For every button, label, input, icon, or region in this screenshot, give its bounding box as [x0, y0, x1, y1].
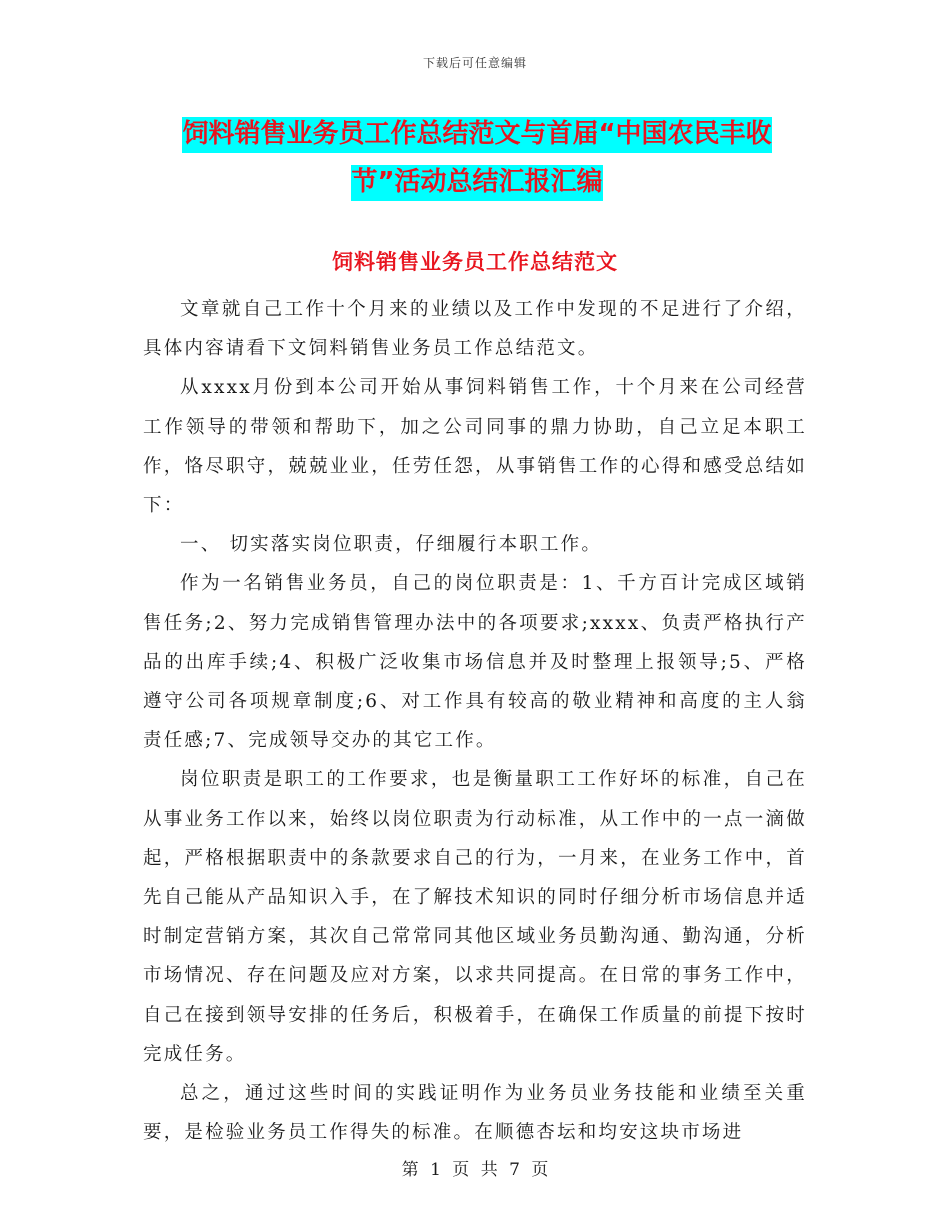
paragraph: 岗位职责是职工的工作要求，也是衡量职工工作好坏的标准，自己在从事业务工作以来，始终以岗位职责为行动标准，从工作中的一点一滴做起，严格根据职责中的条款要求自己的行为，一月来，在业务工作中，首先自己能从产品知识入手，在了解技术知识的同时仔细分析市场信息并适时制定营销方案，其次自己常常同其他区域业务员勤沟通、勤沟通，分析市场情况、存在问题及应对方案，以求共同提高。在日常的事务工作中，自己在接到领导安排的任务后，积极着手，在确保工作质量的前提下按时完成任务。 [143, 769, 807, 1065]
document-title-line-2: 节”活动总结汇报汇编 [351, 165, 602, 201]
paragraph: 文章就自己工作十个月来的业绩以及工作中发现的不足进行了介绍，具体内容请看下文饲料销售业务员工作总结范文。 [143, 299, 807, 360]
paragraph: 作为一名销售业务员，自己的岗位职责是：1、千方百计完成区域销售任务;2、努力完成销售管理办法中的各项要求;xxxx、负责严格执行产品的出库手续;4、积极广泛收集市场信息并及时整理上报领导;5、严格遵守公司各项规章制度;6、对工作具有较高的敬业精神和高度的主人翁责任感;7、完成领导交办的其它工作。 [143, 573, 807, 752]
document-title [142, 110, 812, 206]
page-footer-number: 第 1 页 共 7 页 [401, 1160, 549, 1180]
paragraph: 一、 切实落实岗位职责，仔细履行本职工作。 [180, 534, 603, 556]
section-heading: 饲料销售业务员工作总结范文 [332, 250, 618, 274]
document-title-line-1: 饲料销售业务员工作总结范文与首届“中国农民丰收 [182, 117, 771, 153]
page-header-note: 下载后可任意编辑 [422, 56, 527, 70]
paragraph: 总之，通过这些时间的实践证明作为业务员业务技能和业绩至关重要，是检验业务员工作得失的标准。在顺德杏坛和均安这块市场进 [143, 1083, 807, 1144]
paragraph: 从xxxx月份到本公司开始从事饲料销售工作，十个月来在公司经营工作领导的带领和帮助下，加之公司同事的鼎力协助，自己立足本职工作，恪尽职守，兢兢业业，任劳任怨，从事销售工作的心得和感受总结如下： [143, 377, 807, 517]
document-body [143, 290, 807, 1152]
